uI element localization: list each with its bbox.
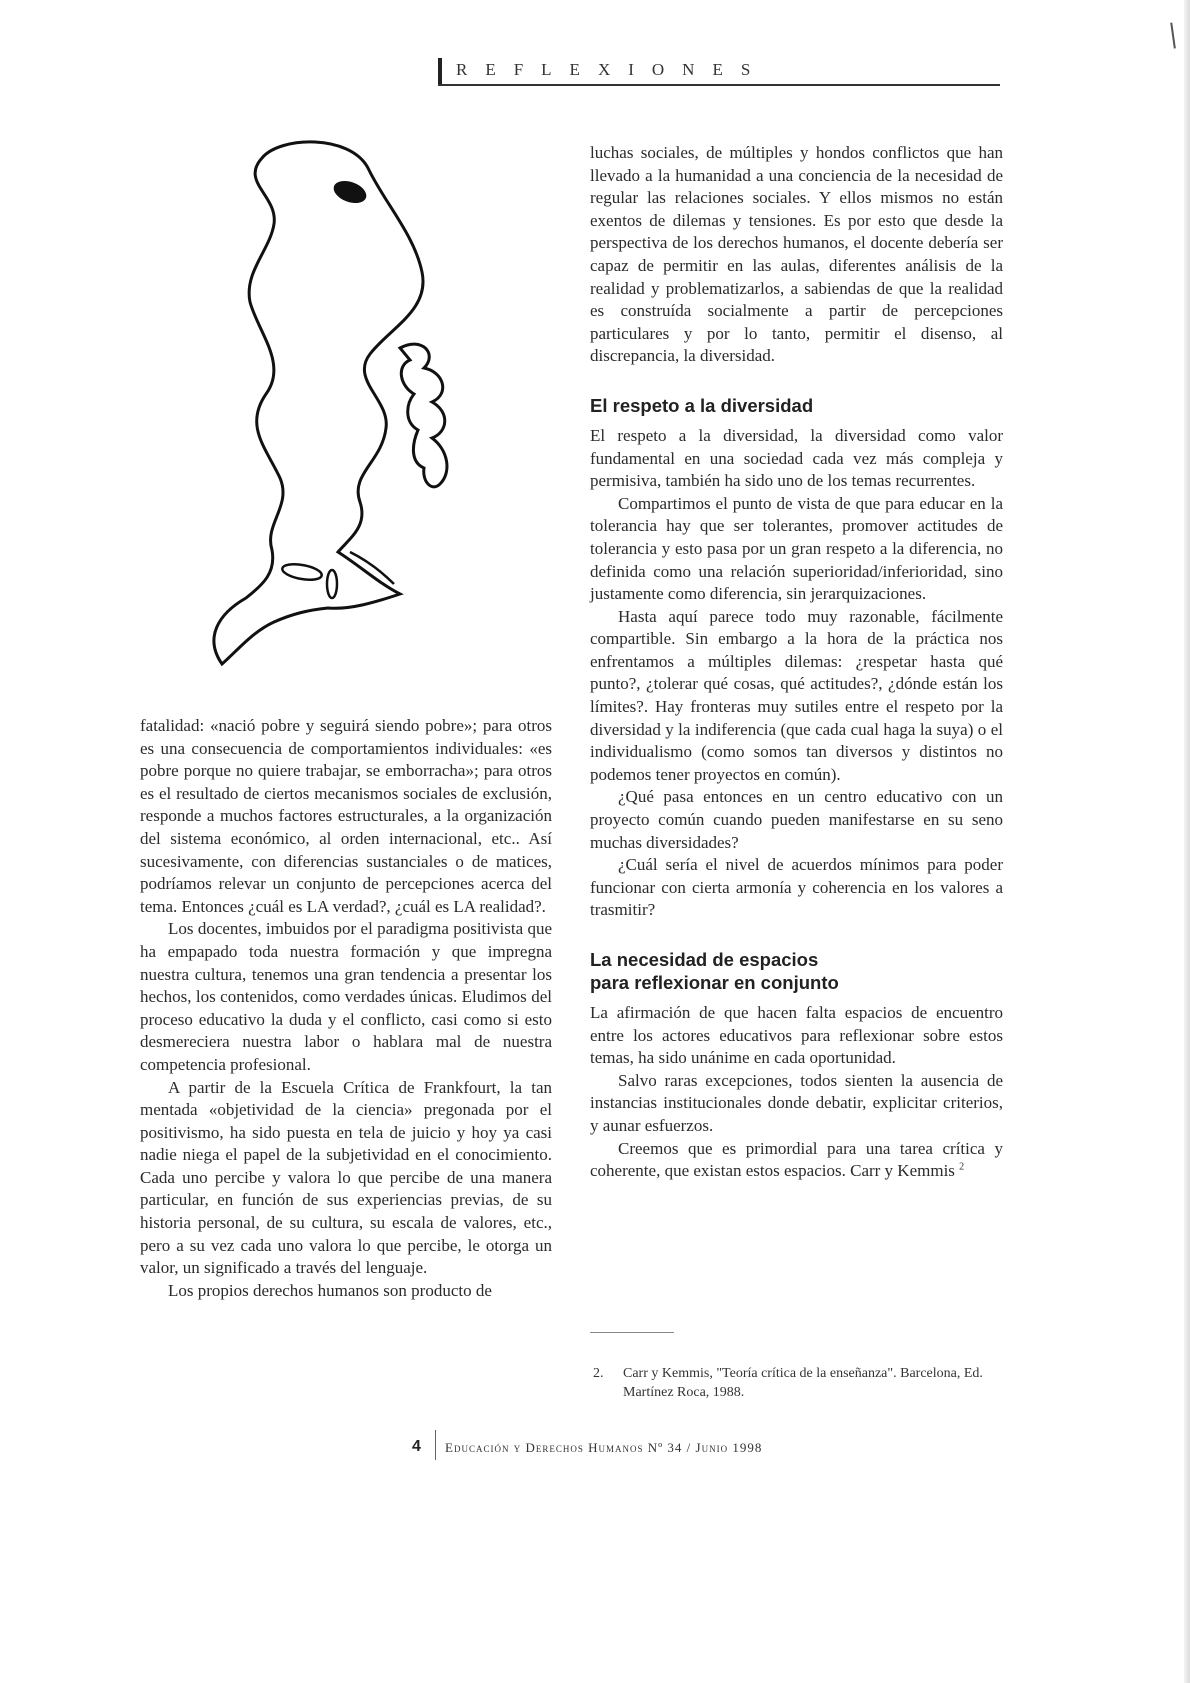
section-title: REFLEXIONES — [456, 60, 769, 79]
footnote-number: 2. — [593, 1366, 604, 1381]
paragraph: Hasta aquí parece todo muy razonable, fácilmente compartible. Sin embargo a la hora de la práctica nos enfrentamos a múltiples dilemas: ¿respetar hasta qué punto?, ¿tolerar qué cosas, qué actitudes?, ¿dónde están los límites?. Hay fronteras muy sutiles entre el respeto por la diversidad y la indiferencia (que cada cual haga la suya) o el individualismo (como somos tan diversos y distintos no podemos tener proyectos en común). — [590, 606, 1003, 784]
footer-separator — [435, 1430, 436, 1460]
paragraph: La afirmación de que hacen falta espacios de encuentro entre los actores educativos para reflexionar sobre estos temas, ha sido unánime en cada oportunidad. — [590, 1003, 1003, 1068]
paragraph: ¿Cuál sería el nivel de acuerdos mínimos para poder funcionar con cierta armonía y coherencia en los valores a trasmitir? — [590, 855, 1003, 920]
footnote-text: Carr y Kemmis, "Teoría crítica de la enseñanza". Barcelona, Ed. Martínez Roca, 1988. — [623, 1366, 983, 1400]
section-heading: El respeto a la diversidad — [590, 394, 814, 416]
paragraph: Compartimos el punto de vista de que para educar en la tolerancia hay que ser tolerantes, promover actitudes de tolerancia y esto pasa por un gran respeto a la diferencia, no definida como una relación superioridad/inferioridad, sino justamente como diferencia, sin jerarquizaciones. — [590, 493, 1003, 604]
running-header — [438, 56, 1000, 86]
publication-title: Educación y Derechos Humanos Nº 34 / Junio 1998 — [445, 1440, 763, 1455]
paragraph: A partir de la Escuela Crítica de Frankfourt, la tan mentada «objetividad de la ciencia» pregonada por el positivismo, ha sido puesta en tela de juicio y hoy ya casi nadie niega el papel de la subjetividad en el conocimiento. Cada uno percibe y valora lo que percibe de una manera particular, en función de sus experiencias previas, de su historia personal, de su cultura, su escala de valores, etc., pero a su vez cada uno valora lo que percibe, le otorga un valor, un significado a través del lenguaje. — [140, 1077, 552, 1278]
corner-mark — [1170, 21, 1184, 48]
paragraph: El respeto a la diversidad, la diversidad como valor fundamental en una sociedad cada vez más compleja y permisiva, también ha sido uno de los temas recurrentes. — [590, 425, 1003, 491]
paragraph — [590, 1138, 1003, 1183]
page-number: 4 — [412, 1438, 421, 1455]
header-bar — [438, 58, 442, 84]
footnote-rule — [590, 1332, 674, 1333]
paragraph: Salvo raras excepciones, todos sienten la ausencia de instancias institucionales donde debatir, explicitar criterios, y aunar esfuerzos. — [590, 1070, 1003, 1135]
paragraph: fatalidad: «nació pobre y seguirá siendo pobre»; para otros es una consecuencia de comportamientos individuales: «es pobre porque no quiere trabajar, se emborracha»; para otros es el resultado de ciertos mecanismos sociales de exclusión, responde a muchos factores estructurales, a la organización del sistema económico, al orden internacional, etc.. Así sucesivamente, con diferencias sustanciales o de matices, podríamos relevar un conjunto de percepciones acerca del tema. Entonces ¿cuál es LA verdad?, ¿cuál es LA realidad?. — [140, 716, 552, 916]
paragraph: ¿Qué pasa entonces en un centro educativo con un proyecto común cuando pueden manifestarse en su seno muchas diversidades? — [590, 787, 1003, 852]
paragraph-text: Creemos que es primordial para una tarea crítica y coherente, que existan estos espacios. Carr y Kemmis — [590, 1138, 1003, 1181]
footnote-reference[interactable]: 2 — [959, 1161, 965, 1173]
page-edge — [1184, 0, 1190, 1683]
paragraph: luchas sociales, de múltiples y hondos conflictos que han llevado a la humanidad a una conciencia de la necesidad de regular las relaciones sociales. Y ellos mismos no están exentos de dilemas y tensiones. Es por esto que desde la perspectiva de los derechos humanos, el docente debería ser capaz de permitir en las aulas, diferentes análisis de la realidad y problematizarlos, a sabiendas de que la realidad es construída socialmente a partir de percepciones particulares y por lo tanto, permitir el disenso, al discrepancia, la diversidad. — [590, 143, 1003, 366]
left-column — [140, 715, 552, 1302]
paragraph: Los docentes, imbuidos por el paradigma positivista que ha empapado toda nuestra formación y que impregna nuestra cultura, tenemos una gran tendencia a presentar los hechos, los contenidos, como verdades únicas. Eludimos del proceso educativo la duda y el conflicto, casi como si esto desmereciera nuestra labor o hablara mal de nuestra competencia profesional. — [140, 919, 552, 1074]
paragraph: Los propios derechos humanos son producto de — [168, 1280, 492, 1300]
abstract-figure-illustration — [200, 132, 540, 692]
section-heading — [590, 948, 1003, 994]
section-heading-line: La necesidad de espacios — [590, 949, 819, 970]
section-heading-line: para reflexionar en conjunto — [590, 972, 839, 993]
right-column — [590, 142, 1003, 1183]
page-footer — [390, 1436, 890, 1462]
